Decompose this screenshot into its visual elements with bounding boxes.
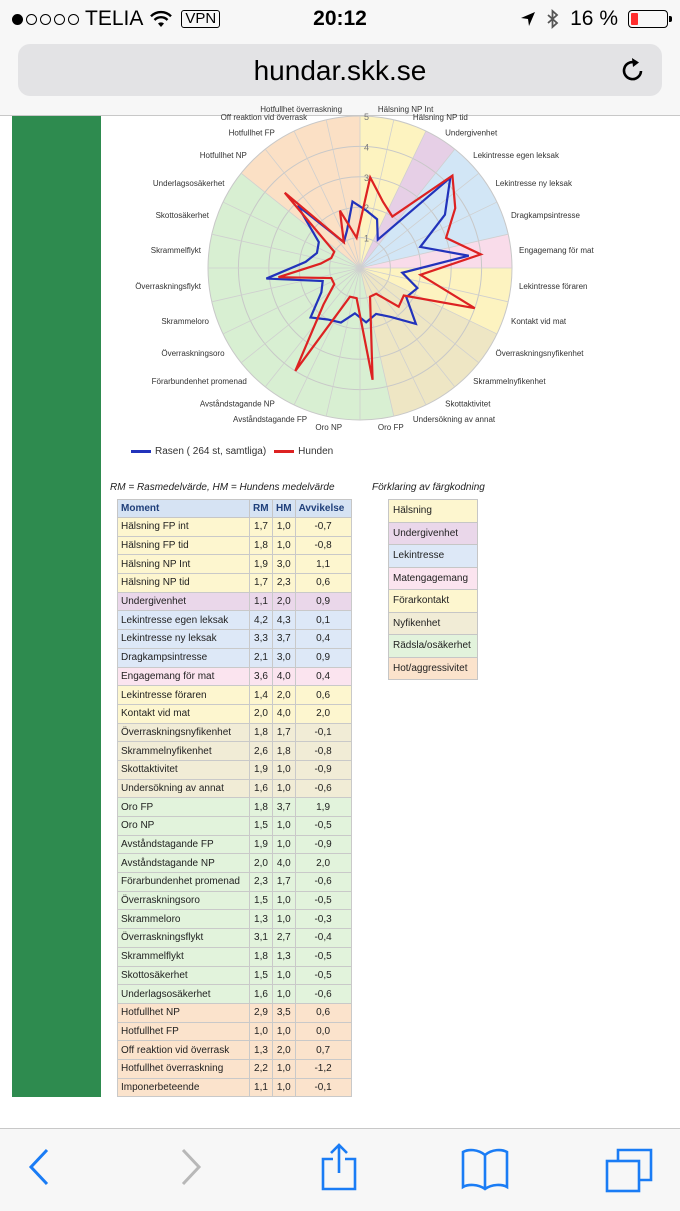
table-header-row — [118, 500, 352, 518]
table-row — [118, 630, 352, 649]
table-row — [118, 667, 352, 686]
cell-dev: 0,4 — [295, 630, 351, 649]
cell-rm: 1,7 — [250, 574, 273, 593]
cell-hm: 3,5 — [273, 1003, 296, 1022]
axis-label: Skrammelflykt — [150, 246, 202, 256]
tick-label: 3 — [364, 172, 370, 183]
cell-hm: 2,0 — [273, 686, 296, 705]
cell-rm: 3,1 — [250, 929, 273, 948]
cell-dev: -1,2 — [295, 1059, 351, 1078]
cell-dev: -0,5 — [295, 947, 351, 966]
cell-rm: 1,8 — [250, 947, 273, 966]
cell-rm: 1,8 — [250, 723, 273, 742]
color-legend-row — [389, 635, 478, 658]
axis-label: Hälsning NP tid — [412, 112, 468, 122]
cell-dev: 2,0 — [295, 854, 351, 873]
cell-dev: -0,6 — [295, 985, 351, 1004]
color-legend-label: Lekintresse — [389, 545, 478, 568]
status-bar — [0, 0, 680, 38]
table-row — [118, 910, 352, 929]
address-bar[interactable] — [18, 44, 662, 96]
cell-hm: 2,0 — [273, 1041, 296, 1060]
cell-moment: Lekintresse ny leksak — [118, 630, 250, 649]
cell-moment: Hälsning NP Int — [118, 555, 250, 574]
cell-dev: -0,9 — [295, 760, 351, 779]
cell-moment: Hälsning NP tid — [118, 574, 250, 593]
cell-rm: 1,5 — [250, 966, 273, 985]
radar-chart — [110, 105, 640, 468]
cell-hm: 4,0 — [273, 667, 296, 686]
cell-moment: Dragkampsintresse — [118, 648, 250, 667]
cell-moment: Underlagsosäkerhet — [118, 985, 250, 1004]
table-row — [118, 592, 352, 611]
axis-label: Underlagsosäkerhet — [152, 178, 225, 188]
cell-hm: 1,0 — [273, 760, 296, 779]
cell-moment: Avståndstagande FP — [118, 835, 250, 854]
cell-hm: 1,0 — [273, 779, 296, 798]
cell-moment: Off reaktion vid överrask — [118, 1041, 250, 1060]
cell-dev: 0,6 — [295, 574, 351, 593]
axis-label: Avståndstagande FP — [233, 415, 308, 425]
tick-label: 1 — [364, 233, 370, 244]
table-row — [118, 704, 352, 723]
cell-dev: 0,6 — [295, 686, 351, 705]
axis-label: Engagemang för mat — [518, 246, 594, 256]
cell-dev: -0,4 — [295, 929, 351, 948]
axis-label: Off reaktion vid överrask — [220, 112, 308, 122]
cell-hm: 4,0 — [273, 704, 296, 723]
location-arrow-icon — [520, 11, 536, 27]
cell-dev: -0,5 — [295, 817, 351, 836]
table-row — [118, 966, 352, 985]
color-legend-row — [389, 545, 478, 568]
cell-moment: Överraskningsoro — [118, 891, 250, 910]
cell-hm: 1,0 — [273, 1022, 296, 1041]
bookmarks-icon[interactable] — [460, 1147, 510, 1191]
cell-hm: 2,3 — [273, 574, 296, 593]
cell-rm: 2,3 — [250, 873, 273, 892]
cell-dev: 0,9 — [295, 648, 351, 667]
browser-toolbar — [0, 1128, 680, 1211]
table-row — [118, 723, 352, 742]
cell-moment: Hälsning FP int — [118, 518, 250, 537]
table-row — [118, 1022, 352, 1041]
cell-moment: Skottosäkerhet — [118, 966, 250, 985]
cell-rm: 1,7 — [250, 518, 273, 537]
cell-dev: -0,3 — [295, 910, 351, 929]
cell-moment: Undergivenhet — [118, 592, 250, 611]
cell-moment: Överraskningsnyfikenhet — [118, 723, 250, 742]
color-legend-row — [389, 500, 478, 523]
table-row — [118, 947, 352, 966]
color-legend-row — [389, 612, 478, 635]
cell-hm: 2,0 — [273, 592, 296, 611]
cell-rm: 2,1 — [250, 648, 273, 667]
cell-hm: 1,0 — [273, 835, 296, 854]
chart-legend — [131, 446, 333, 457]
cell-rm: 2,6 — [250, 742, 273, 761]
table-row — [118, 518, 352, 537]
axis-label: Hotfullhet överraskning — [260, 105, 343, 115]
table-row — [118, 555, 352, 574]
cell-dev: -0,8 — [295, 536, 351, 555]
table-row — [118, 760, 352, 779]
axis-label: Lekintresse föraren — [518, 281, 588, 291]
cell-moment: Skrammelflykt — [118, 947, 250, 966]
cell-dev: -0,1 — [295, 1078, 351, 1097]
table-row — [118, 817, 352, 836]
bluetooth-icon — [546, 9, 560, 29]
cell-dev: 1,1 — [295, 555, 351, 574]
cell-rm: 1,4 — [250, 686, 273, 705]
col-avvikelse: Avvikelse — [295, 500, 351, 518]
axis-label: Skottosäkerhet — [155, 211, 209, 221]
axis-label: Skottaktivitet — [445, 399, 491, 409]
table-row — [118, 1003, 352, 1022]
cell-rm: 1,1 — [250, 592, 273, 611]
cell-moment: Oro FP — [118, 798, 250, 817]
cell-hm: 1,0 — [273, 910, 296, 929]
cell-dev: 0,9 — [295, 592, 351, 611]
cell-rm: 1,9 — [250, 760, 273, 779]
color-legend-label: Hot/aggressivitet — [389, 657, 478, 680]
cell-dev: 0,4 — [295, 667, 351, 686]
axis-label: Överraskningsflykt — [135, 281, 202, 291]
cell-rm: 1,8 — [250, 798, 273, 817]
table-row — [118, 1041, 352, 1060]
vpn-badge: VPN — [181, 10, 220, 28]
cell-dev: -0,5 — [295, 891, 351, 910]
cell-dev: 0,0 — [295, 1022, 351, 1041]
cell-dev: -0,1 — [295, 723, 351, 742]
share-icon[interactable] — [320, 1143, 358, 1191]
table-row — [118, 854, 352, 873]
cell-rm: 1,8 — [250, 536, 273, 555]
reload-icon[interactable] — [620, 56, 646, 84]
axis-label: Överraskningsnyfikenhet — [495, 349, 584, 359]
axis-label: Dragkampsintresse — [511, 211, 580, 221]
cell-hm: 1,0 — [273, 966, 296, 985]
axis-label: Skrammelnyfikenhet — [473, 377, 546, 387]
color-legend-label: Hälsning — [389, 500, 478, 523]
axis-label: Kontakt vid mat — [511, 316, 567, 326]
cell-rm: 1,6 — [250, 779, 273, 798]
cell-rm: 1,3 — [250, 910, 273, 929]
cell-rm: 1,5 — [250, 891, 273, 910]
cell-dev: -0,6 — [295, 779, 351, 798]
axis-label: Hotfullhet NP — [199, 150, 247, 160]
tick-label: 2 — [364, 203, 370, 214]
axis-label: Oro NP — [315, 422, 343, 432]
cell-moment: Avståndstagande NP — [118, 854, 250, 873]
cell-moment: Förarbundenhet promenad — [118, 873, 250, 892]
cell-hm: 1,0 — [273, 817, 296, 836]
axis-label: Överraskningsoro — [161, 349, 225, 359]
legend-item-breed: Rasen ( 264 st, samtliga) — [131, 446, 266, 457]
color-legend-row — [389, 657, 478, 680]
table-row — [118, 835, 352, 854]
cell-rm: 1,6 — [250, 985, 273, 1004]
table-row — [118, 779, 352, 798]
table-row — [118, 929, 352, 948]
cell-dev: 0,7 — [295, 1041, 351, 1060]
table-row — [118, 873, 352, 892]
table-row — [118, 536, 352, 555]
axis-label: Oro FP — [377, 422, 404, 432]
axis-label: Hälsning NP Int — [377, 105, 434, 115]
cell-hm: 1,0 — [273, 1078, 296, 1097]
cell-hm: 1,0 — [273, 536, 296, 555]
cell-dev: 0,6 — [295, 1003, 351, 1022]
cell-moment: Hotfullhet överraskning — [118, 1059, 250, 1078]
axis-label: Hotfullhet FP — [228, 128, 275, 138]
cell-moment: Skottaktivitet — [118, 760, 250, 779]
cell-dev: -0,7 — [295, 518, 351, 537]
cell-hm: 1,7 — [273, 723, 296, 742]
table-row — [118, 1078, 352, 1097]
cell-rm: 1,5 — [250, 817, 273, 836]
cell-hm: 3,7 — [273, 798, 296, 817]
table-row — [118, 1059, 352, 1078]
table-row — [118, 611, 352, 630]
cell-dev: -0,6 — [295, 873, 351, 892]
cell-dev: -0,8 — [295, 742, 351, 761]
color-legend-table — [388, 499, 478, 680]
table-row — [118, 742, 352, 761]
color-legend-label: Nyfikenhet — [389, 612, 478, 635]
cell-moment: Hotfullhet FP — [118, 1022, 250, 1041]
cell-hm: 4,0 — [273, 854, 296, 873]
col-rm: RM — [250, 500, 273, 518]
axis-label: Undergivenhet — [445, 128, 498, 138]
axis-label: Skrammeloro — [161, 316, 209, 326]
cell-rm: 2,2 — [250, 1059, 273, 1078]
table-row — [118, 574, 352, 593]
legend-item-dog: Hunden — [274, 446, 333, 457]
color-legend-row — [389, 567, 478, 590]
cell-rm: 1,0 — [250, 1022, 273, 1041]
axis-label: Lekintresse egen leksak — [473, 150, 559, 160]
cell-hm: 1,8 — [273, 742, 296, 761]
cell-hm: 3,0 — [273, 555, 296, 574]
color-legend-title: Förklaring av färgkodning — [372, 482, 485, 493]
cell-moment: Kontakt vid mat — [118, 704, 250, 723]
color-legend-label: Rädsla/osäkerhet — [389, 635, 478, 658]
cell-dev: 2,0 — [295, 704, 351, 723]
cell-moment: Imponerbeteende — [118, 1078, 250, 1097]
cell-hm: 4,3 — [273, 611, 296, 630]
color-legend-label: Undergivenhet — [389, 522, 478, 545]
cell-moment: Undersökning av annat — [118, 779, 250, 798]
cell-rm: 1,9 — [250, 835, 273, 854]
axis-label: Undersökning av annat — [412, 415, 496, 425]
carrier-name: TELIA — [85, 7, 144, 30]
site-sidebar — [12, 116, 101, 1097]
cell-hm: 2,7 — [273, 929, 296, 948]
axis-label: Lekintresse ny leksak — [495, 178, 572, 188]
cell-hm: 1,3 — [273, 947, 296, 966]
cell-moment: Lekintresse egen leksak — [118, 611, 250, 630]
clock: 20:12 — [313, 7, 367, 30]
cell-rm: 1,3 — [250, 1041, 273, 1060]
cell-moment: Överraskningsflykt — [118, 929, 250, 948]
tabs-icon[interactable] — [604, 1147, 654, 1193]
cell-hm: 1,0 — [273, 985, 296, 1004]
table-row — [118, 985, 352, 1004]
cell-rm: 2,9 — [250, 1003, 273, 1022]
cell-hm: 1,7 — [273, 873, 296, 892]
cell-hm: 3,7 — [273, 630, 296, 649]
tick-label: 5 — [364, 112, 370, 122]
cell-dev: 0,1 — [295, 611, 351, 630]
cell-rm: 3,3 — [250, 630, 273, 649]
cell-rm: 2,0 — [250, 704, 273, 723]
results-table — [117, 499, 352, 1097]
axis-label: Avståndstagande NP — [199, 399, 275, 409]
cell-moment: Lekintresse föraren — [118, 686, 250, 705]
table-row — [118, 891, 352, 910]
cell-rm: 2,0 — [250, 854, 273, 873]
cell-rm: 4,2 — [250, 611, 273, 630]
col-hm: HM — [273, 500, 296, 518]
battery-percent: 16 % — [570, 7, 618, 30]
forward-icon[interactable] — [180, 1147, 202, 1187]
table-row — [118, 798, 352, 817]
battery-icon — [628, 10, 668, 28]
color-legend-label: Förarkontakt — [389, 590, 478, 613]
cell-moment: Skrammeloro — [118, 910, 250, 929]
back-icon[interactable] — [28, 1147, 50, 1187]
table-row — [118, 648, 352, 667]
col-moment: Moment — [118, 500, 250, 518]
axis-label: Förarbundenhet promenad — [151, 377, 247, 387]
cell-hm: 1,0 — [273, 518, 296, 537]
cell-rm: 3,6 — [250, 667, 273, 686]
color-legend-label: Matengagemang — [389, 567, 478, 590]
cell-moment: Oro NP — [118, 817, 250, 836]
cell-moment: Skrammelnyfikenhet — [118, 742, 250, 761]
cell-moment: Hälsning FP tid — [118, 536, 250, 555]
color-legend-row — [389, 522, 478, 545]
cell-moment: Engagemang för mat — [118, 667, 250, 686]
cell-dev: 1,9 — [295, 798, 351, 817]
abbreviation-note: RM = Rasmedelvärde, HM = Hundens medelvärde — [110, 482, 335, 493]
web-page — [0, 105, 680, 1128]
table-row — [118, 686, 352, 705]
cell-moment: Hotfullhet NP — [118, 1003, 250, 1022]
cell-rm: 1,1 — [250, 1078, 273, 1097]
tick-label: 4 — [364, 142, 370, 153]
cell-rm: 1,9 — [250, 555, 273, 574]
cell-hm: 1,0 — [273, 891, 296, 910]
url-text[interactable]: hundar.skk.se — [253, 55, 427, 86]
cell-hm: 3,0 — [273, 648, 296, 667]
color-legend-row — [389, 590, 478, 613]
cell-dev: -0,5 — [295, 966, 351, 985]
cell-hm: 1,0 — [273, 1059, 296, 1078]
cell-dev: -0,9 — [295, 835, 351, 854]
